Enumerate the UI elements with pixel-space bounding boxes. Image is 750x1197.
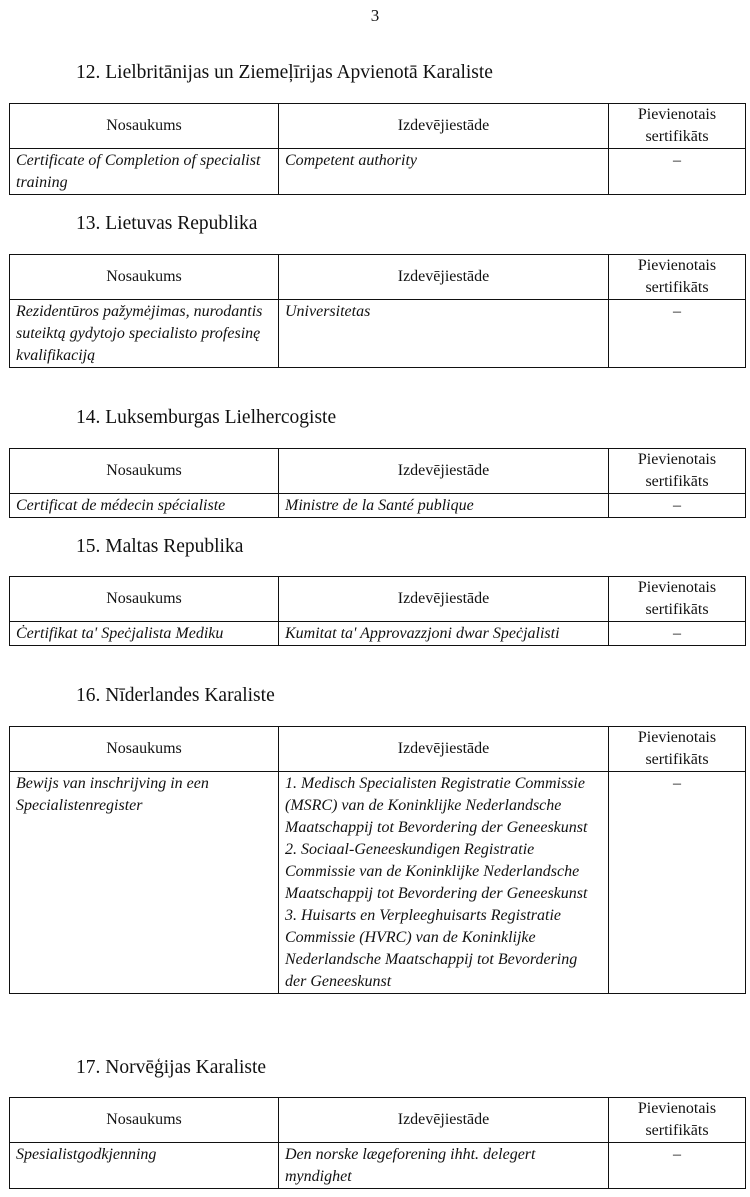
certificate-table [9, 103, 746, 195]
certificate-table [9, 448, 746, 518]
section-title: 16. Nīderlandes Karaliste [76, 685, 275, 706]
table-row [10, 1143, 746, 1189]
page-number: 3 [370, 6, 380, 25]
header-issuer: Izdevējiestāde [279, 577, 609, 622]
header-attached: Pievienotais sertifikāts [609, 449, 746, 494]
header-attached: Pievienotais sertifikāts [609, 727, 746, 772]
cell-attached: – [609, 772, 746, 994]
header-name: Nosaukums [10, 727, 279, 772]
issuer-entry: 2. Sociaal-Geneeskundigen Registratie Commissie van de Koninklijke Nederlandsche Maatschappij tot Bevordering der Geneeskunst [285, 841, 588, 902]
cell-attached: – [609, 622, 746, 646]
table-header-row [10, 255, 746, 300]
section-title: 14. Luksemburgas Lielhercogiste [76, 407, 337, 428]
issuer-entry: 3. Huisarts en Verpleeghuisarts Registratie Commissie (HVRC) van de Koninklijke Nederlandsche Maatschappij tot Bevordering der Geneeskunst [285, 907, 578, 990]
cell-attached: – [609, 1143, 746, 1189]
certificate-table [9, 726, 746, 994]
cell-name: Certificat de médecin spécialiste [10, 494, 279, 518]
cell-name: Ċertifikat ta' Speċjalista Mediku [10, 622, 279, 646]
cell-name: Spesialistgodkjenning [10, 1143, 279, 1189]
table-header-row [10, 104, 746, 149]
cell-issuer: Den norske lægeforening ihht. delegert myndighet [279, 1143, 609, 1189]
certificate-table [9, 576, 746, 646]
table-row [10, 494, 746, 518]
header-issuer: Izdevējiestāde [279, 1098, 609, 1143]
header-issuer: Izdevējiestāde [279, 104, 609, 149]
cell-name: Rezidentūros pažymėjimas, nurodantis suteiktą gydytojo specialisto profesinę kvalifikaciją [10, 300, 279, 368]
cell-attached: – [609, 494, 746, 518]
header-issuer: Izdevējiestāde [279, 255, 609, 300]
cell-name: Bewijs van inschrijving in een Specialistenregister [10, 772, 279, 994]
section-title: 15. Maltas Republika [76, 536, 244, 557]
cell-attached: – [609, 300, 746, 368]
table-header-row [10, 727, 746, 772]
section-title: 17. Norvēģijas Karaliste [76, 1057, 267, 1078]
section-title: 12. Lielbritānijas un Ziemeļīrijas Apvienotā Karaliste [76, 62, 493, 83]
certificate-table [9, 1097, 746, 1189]
cell-name: Certificate of Completion of specialist training [10, 149, 279, 195]
header-attached: Pievienotais sertifikāts [609, 255, 746, 300]
header-name: Nosaukums [10, 255, 279, 300]
cell-issuer: Ministre de la Santé publique [279, 494, 609, 518]
certificate-table [9, 254, 746, 368]
header-name: Nosaukums [10, 449, 279, 494]
cell-attached: – [609, 149, 746, 195]
header-issuer: Izdevējiestāde [279, 449, 609, 494]
table-header-row [10, 449, 746, 494]
header-attached: Pievienotais sertifikāts [609, 577, 746, 622]
table-header-row [10, 1098, 746, 1143]
table-header-row [10, 577, 746, 622]
cell-issuer: Kumitat ta' Approvazzjoni dwar Speċjalisti [279, 622, 609, 646]
header-name: Nosaukums [10, 577, 279, 622]
table-row [10, 772, 746, 994]
table-row [10, 300, 746, 368]
section-title: 13. Lietuvas Republika [76, 213, 258, 234]
cell-issuer: Competent authority [279, 149, 609, 195]
header-attached: Pievienotais sertifikāts [609, 1098, 746, 1143]
cell-issuer [279, 772, 609, 994]
header-issuer: Izdevējiestāde [279, 727, 609, 772]
table-row [10, 622, 746, 646]
cell-issuer: Universitetas [279, 300, 609, 368]
header-name: Nosaukums [10, 104, 279, 149]
header-attached: Pievienotais sertifikāts [609, 104, 746, 149]
table-row [10, 149, 746, 195]
header-name: Nosaukums [10, 1098, 279, 1143]
issuer-entry: 1. Medisch Specialisten Registratie Commissie (MSRC) van de Koninklijke Nederlandsche Maatschappij tot Bevordering der Geneeskunst [285, 775, 588, 836]
